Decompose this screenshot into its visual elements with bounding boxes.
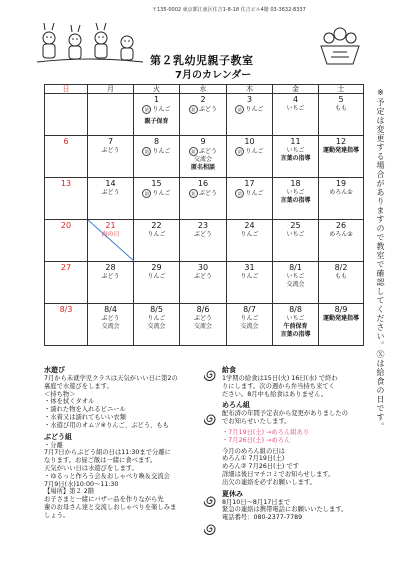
note-section — [222, 401, 397, 426]
calendar-event — [273, 189, 318, 197]
lunch-mark-icon: 給 — [142, 189, 151, 198]
calendar-event — [319, 105, 363, 113]
calendar-day-cell — [45, 178, 88, 220]
header — [0, 0, 401, 82]
calendar-day-cell — [227, 262, 273, 304]
calendar-week-row — [45, 262, 364, 304]
weekday-header-row — [45, 85, 364, 94]
lunch-mark-icon: 給 — [189, 189, 198, 198]
calendar-day-cell — [45, 262, 88, 304]
calendar-event — [134, 147, 179, 156]
event-label: 匿名相談 — [190, 164, 215, 171]
event-label: ぶどう — [198, 148, 217, 155]
calendar-event — [227, 189, 272, 198]
event-label: りんご — [152, 106, 171, 113]
day-number: 12 — [335, 137, 347, 146]
note-line: ださい。8月中も給食はありません。 — [222, 390, 328, 398]
weekday-thu: 木 — [227, 85, 273, 94]
calendar-day-cell — [45, 94, 88, 136]
note-section — [222, 490, 397, 522]
event-label: りんご — [147, 273, 166, 280]
calendar-event — [88, 147, 133, 155]
weekday-fri: 金 — [273, 85, 319, 94]
event-label: りんご — [245, 106, 264, 113]
calendar-week-row — [45, 136, 364, 178]
calendar-event — [180, 315, 226, 323]
day-number: 27 — [60, 263, 72, 272]
event-label: ぶどう — [193, 273, 212, 280]
note-line: 輩のお母さん達と交流しおしゃべりを楽しみま — [44, 503, 177, 511]
calendar-event — [180, 273, 226, 281]
calendar-day-cell — [45, 136, 88, 178]
note-line: お子さまと一緒にバザー品を作りながら先 — [44, 496, 164, 504]
day-number: 8/8 — [289, 305, 302, 314]
day-number: 8/1 — [289, 263, 302, 272]
calendar-event — [273, 155, 318, 163]
day-number: 8/6 — [196, 305, 210, 314]
event-label: めろん② — [329, 231, 353, 238]
calendar-day-cell — [319, 304, 364, 346]
calendar-day-cell — [319, 94, 364, 136]
event-label: ぶどう — [101, 273, 120, 280]
calendar-event — [227, 105, 272, 114]
note-line: ・水遊び用のオムツ※りんご、ぶどう、もも — [44, 421, 169, 429]
calendar-day-cell — [227, 94, 273, 136]
note-line: めろん② 7月26日(土) です — [222, 463, 299, 471]
calendar-event — [273, 281, 318, 289]
calendar-day-cell — [180, 304, 227, 346]
calendar-event — [88, 315, 133, 323]
side-note: ※予定は変更する場合がありますので教室で確認してください。Ⓧは給食の日です。 — [376, 88, 385, 431]
calendar-day-cell — [88, 136, 134, 178]
event-label: りんご — [240, 231, 259, 238]
calendar-event — [319, 315, 363, 323]
day-number: 21 — [105, 221, 116, 230]
event-label: ぶどう — [101, 315, 120, 322]
calendar-event — [227, 231, 272, 239]
day-number: 11 — [290, 137, 301, 146]
address-text: 〒135-0002 東京都江東区住吉1-8-18 住吉ビル4階 03-3632-8337 — [152, 7, 306, 13]
note-line: 8月10日～8月17日まで — [222, 498, 291, 506]
event-label: 言葉の指導 — [280, 331, 311, 338]
event-label: 運動発達指導 — [322, 147, 359, 154]
note-line: 7月から未就学児クラスは天気がいい日に第2の — [44, 375, 178, 382]
event-label: いちご — [286, 315, 305, 322]
calendar-day-cell — [88, 220, 134, 262]
calendar-event — [88, 273, 133, 281]
event-label: いちご — [286, 273, 305, 280]
calendar-day-cell — [273, 178, 319, 220]
calendar-day-cell — [88, 94, 134, 136]
day-number: 5 — [338, 95, 344, 104]
calendar-day-cell — [134, 220, 180, 262]
note-line: 電話番号：080-2377-7789 — [222, 514, 303, 522]
note-line: ・体を拭くタオル — [44, 398, 95, 406]
note-line: しょう。 — [44, 511, 70, 519]
day-number: 28 — [105, 263, 116, 272]
day-number: 26 — [335, 221, 347, 230]
day-number: 2 — [200, 95, 206, 104]
weekday-sat: 土 — [319, 85, 364, 94]
calendar-day-cell — [88, 178, 134, 220]
spiral-icon — [204, 494, 218, 508]
calendar-event — [319, 231, 363, 239]
calendar-day-cell — [88, 262, 134, 304]
calendar-event — [180, 323, 226, 331]
lunch-mark-icon: 給 — [189, 105, 198, 114]
note-line: 今月のめろん組の日は — [222, 447, 285, 455]
note-line: ・濡れた物を入れるビニール — [44, 406, 126, 414]
day-number: 1 — [153, 95, 160, 104]
weekday-tue: 火 — [134, 85, 180, 94]
day-number: 8/7 — [243, 305, 256, 314]
event-label: ぶどう — [193, 231, 212, 238]
day-number: 24 — [244, 221, 255, 230]
event-label: 交流会 — [193, 156, 212, 163]
calendar-event — [319, 273, 363, 281]
event-label: いちご — [286, 105, 305, 112]
lunch-mark-icon: 給 — [235, 147, 244, 156]
kids-illustration-icon — [35, 22, 145, 67]
note-line: 配布済の年間予定表から変更がありましたの — [222, 410, 348, 418]
day-number: 18 — [290, 179, 301, 188]
calendar-event — [134, 189, 179, 198]
day-number: 31 — [244, 263, 255, 272]
calendar-event — [319, 147, 363, 155]
calendar-event — [180, 189, 226, 198]
note-line: 7月7日からぶどう組の日は11:30まで分離に — [44, 449, 171, 457]
event-label: 交流会 — [147, 323, 166, 330]
holiday-strike-line — [88, 220, 134, 261]
event-label: りんご — [245, 148, 264, 155]
note-line: 出欠の連絡を必ずお願いします。 — [222, 478, 316, 486]
calendar-event — [134, 323, 179, 331]
event-label: りんご — [152, 190, 171, 197]
calendar-event — [88, 323, 133, 331]
day-number: 13 — [60, 179, 72, 188]
event-label: りんご — [240, 273, 259, 280]
note-section — [44, 366, 219, 430]
day-number: 30 — [197, 263, 209, 272]
page-title: 第２乳幼児親子教室 — [150, 54, 254, 67]
event-label: 交流会 — [286, 281, 305, 288]
calendar-day-cell — [227, 220, 273, 262]
calendar-event — [227, 147, 272, 156]
calendar-event — [273, 197, 318, 205]
calendar-day-cell — [134, 262, 180, 304]
day-number: 20 — [60, 221, 72, 230]
note-section — [222, 366, 397, 398]
note-section — [44, 433, 219, 520]
event-label: 言葉の指導 — [280, 155, 311, 162]
event-label: 交流会 — [193, 323, 212, 330]
day-number: 9 — [200, 137, 206, 146]
note-line: めろん① 7月19日(土) — [222, 455, 285, 463]
day-number: 29 — [151, 263, 162, 272]
calendar-day-cell — [180, 220, 227, 262]
note-line: 緊急の連絡は携帯電話にお願いいたします。 — [222, 506, 348, 514]
calendar-day-cell — [134, 94, 180, 136]
note-line: でお知らせいたします。 — [222, 418, 291, 426]
calendar-event — [319, 189, 363, 197]
event-label: 言葉の指導 — [280, 197, 311, 204]
event-label: いちご — [286, 147, 305, 154]
notes-left — [44, 366, 219, 523]
event-label: ぶどう — [101, 147, 120, 154]
day-number: 22 — [151, 221, 162, 230]
spiral-icon — [204, 522, 218, 536]
flower-basket-icon — [315, 26, 365, 66]
calendar-table — [44, 84, 364, 346]
calendar-day-cell — [273, 220, 319, 262]
lunch-mark-icon: 給 — [189, 147, 198, 156]
calendar-event — [180, 164, 226, 172]
day-number: 16 — [197, 179, 209, 188]
event-label: りんご — [245, 190, 264, 197]
note-section-title: ぶどう組 — [44, 432, 72, 441]
event-label: 午前保育 — [283, 323, 308, 330]
calendar-event — [227, 273, 272, 281]
calendar-day-cell — [134, 304, 180, 346]
day-number: 8/5 — [150, 305, 163, 314]
event-label: もも — [334, 105, 347, 112]
calendar-day-cell — [227, 178, 273, 220]
event-label: めろん① — [329, 189, 353, 196]
calendar-event — [134, 315, 179, 323]
calendar-event — [180, 156, 226, 164]
note-line: ・分離 — [44, 441, 63, 449]
calendar-day-cell — [319, 220, 364, 262]
weekday-wed: 水 — [180, 85, 227, 94]
calendar-day-cell — [88, 304, 134, 346]
calendar-event — [88, 189, 133, 197]
note-line: りにします。次の週から弁当持ち来てく — [222, 382, 335, 390]
day-number: 23 — [197, 221, 209, 230]
note-line: ＜持ち物＞ — [44, 390, 76, 398]
weekday-mon: 月 — [88, 85, 134, 94]
note-line: 1学期の給食は15日(火) 16日(水) で終わ — [222, 375, 338, 382]
day-number: 6 — [63, 137, 69, 146]
calendar-day-cell — [227, 304, 273, 346]
event-label: ぶどう — [198, 190, 217, 197]
calendar-day-cell — [319, 178, 364, 220]
note-line: 【場所】第２ 2階 — [44, 488, 95, 496]
event-label: りんご — [152, 148, 171, 155]
event-label: ぶどう — [101, 189, 120, 196]
calendar-day-cell — [180, 178, 227, 220]
calendar-event — [273, 323, 318, 331]
note-section — [222, 429, 397, 445]
event-label: 交流会 — [101, 323, 120, 330]
calendar-day-cell — [180, 262, 227, 304]
calendar-event — [180, 231, 226, 239]
calendar-week-row — [45, 178, 364, 220]
note-section-title: 水遊び — [44, 366, 65, 374]
day-number: 7 — [107, 137, 114, 146]
day-number: 8/9 — [334, 305, 348, 314]
day-number: 4 — [292, 95, 299, 104]
event-label: 交流会 — [240, 323, 259, 330]
event-label: もも — [334, 273, 347, 280]
calendar-day-cell — [319, 262, 364, 304]
calendar-week-row — [45, 220, 364, 262]
note-line: ・ゆるっと作ろう会＆おしゃべり喚＆交流会 — [44, 472, 170, 480]
day-number: 17 — [244, 179, 255, 188]
calendar-event — [180, 147, 226, 156]
note-line: ・7月19日(土) →めろん組あり — [222, 428, 310, 436]
note-section-title: 給食 — [222, 366, 236, 374]
calendar-event — [273, 331, 318, 339]
event-label: 海の日 — [101, 231, 120, 238]
calendar-day-cell — [180, 136, 227, 178]
note-line: ・水着又は濡れてもいい衣類 — [44, 413, 126, 421]
calendar-event — [134, 231, 179, 239]
calendar-day-cell — [273, 94, 319, 136]
calendar-day-cell — [134, 178, 180, 220]
spiral-icon — [204, 412, 218, 426]
event-label: りんご — [147, 231, 166, 238]
calendar-event — [180, 105, 226, 114]
note-line: 7月9日(水)10:00～11:30 — [44, 480, 119, 488]
calendar-week-row — [45, 304, 364, 346]
calendar-event — [273, 147, 318, 155]
calendar-day-cell — [273, 136, 319, 178]
page-subtitle: 7月のカレンダー — [175, 70, 252, 81]
event-label: りんご — [240, 315, 259, 322]
note-line: 裏庭で水遊びをします。 — [44, 382, 113, 390]
note-section — [222, 448, 397, 487]
calendar-event — [273, 315, 318, 323]
day-number: 19 — [335, 179, 347, 188]
calendar-event — [134, 273, 179, 281]
lunch-mark-icon: 給 — [142, 147, 151, 156]
calendar-day-cell — [227, 136, 273, 178]
calendar-event — [134, 105, 179, 114]
calendar-day-cell — [273, 262, 319, 304]
day-number: 14 — [105, 179, 116, 188]
note-line: 天気がいい日は水遊びをします。 — [44, 464, 138, 472]
lunch-mark-icon: 給 — [142, 105, 151, 114]
calendar-day-cell — [273, 304, 319, 346]
day-number: 25 — [290, 221, 301, 230]
calendar-day-cell — [180, 94, 227, 136]
calendar-extra-event: 親子保育 — [144, 118, 169, 125]
calendar-event — [273, 105, 318, 113]
calendar-day-cell — [134, 136, 180, 178]
day-number: 8/4 — [104, 305, 117, 314]
note-section-title: 夏休み — [222, 489, 243, 498]
weekday-sun: 日 — [45, 85, 88, 94]
note-line: 詳細は後日マチコミでお知らせします。 — [222, 470, 335, 478]
lunch-mark-icon: 給 — [235, 105, 244, 114]
note-line: なります。お昼ご飯は一緒に食べます。 — [44, 457, 157, 465]
calendar-day-cell — [45, 304, 88, 346]
calendar-event — [227, 323, 272, 331]
note-line: ・7月26日(土) →めろん — [222, 436, 291, 444]
event-label: いちご — [286, 189, 305, 196]
event-label: ぶどう — [193, 315, 212, 322]
day-number: 15 — [151, 179, 162, 188]
calendar-event — [227, 315, 272, 323]
event-label: いちご — [286, 231, 305, 238]
day-number: 8 — [153, 137, 160, 146]
event-label: 運動発達指導 — [322, 315, 359, 322]
calendar-day-cell — [45, 220, 88, 262]
calendar-week-row — [45, 94, 364, 136]
calendar-event — [273, 273, 318, 281]
calendar-event — [273, 231, 318, 239]
day-number: 8/2 — [334, 263, 348, 272]
notes-right — [222, 366, 397, 525]
calendar-day-cell — [319, 136, 364, 178]
spiral-icon — [204, 368, 218, 382]
event-label: ぶどう — [198, 106, 217, 113]
note-section-title: めろん組 — [222, 401, 250, 410]
day-number: 3 — [246, 95, 253, 104]
day-number: 10 — [244, 137, 255, 146]
event-label: りんご — [147, 315, 166, 322]
lunch-mark-icon: 給 — [235, 189, 244, 198]
day-number: 8/3 — [59, 305, 73, 314]
